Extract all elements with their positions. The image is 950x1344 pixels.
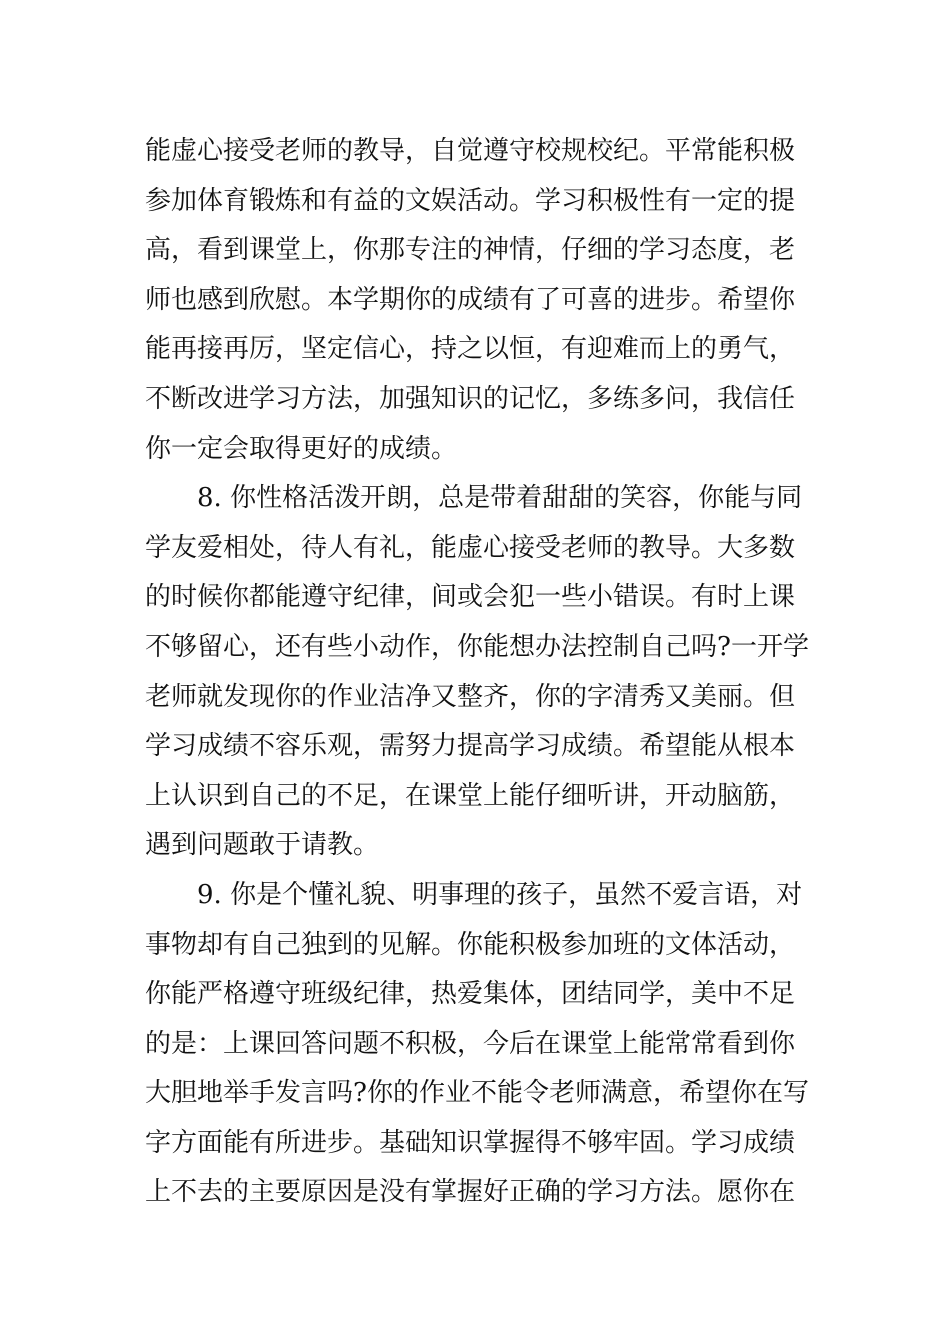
- text-line: 不断改进学习方法，加强知识的记忆，多练多问，我信任: [145, 383, 796, 414]
- text-line: 师也感到欣慰。本学期你的成绩有了可喜的进步。希望你: [145, 284, 796, 315]
- text-line: 能虚心接受老师的教导，自觉遵守校规校纪。平常能积极: [145, 136, 796, 166]
- document-body: [145, 127, 815, 1218]
- text-line: 你能严格遵守班级纪律，热爱集体，团结同学，美中不足: [145, 979, 796, 1010]
- text-line: 字方面能有所进步。基础知识掌握得不够牢固。学习成绩: [145, 1127, 796, 1158]
- text-line: 你一定会取得更好的成绩。: [145, 433, 458, 464]
- text-line: 上不去的主要原因是没有掌握好正确的学习方法。愿你在: [145, 1177, 796, 1208]
- text-line: 上认识到自己的不足，在课堂上能仔细听讲，开动脑筋，: [145, 780, 796, 811]
- text-line: 学友爱相处，待人有礼，能虚心接受老师的教导。大多数: [145, 532, 796, 563]
- text-line: 事物却有自己独到的见解。你能积极参加班的文体活动，: [145, 929, 796, 960]
- text-line: 参加体育锻炼和有益的文娱活动。学习积极性有一定的提: [145, 185, 796, 216]
- text-line: 高，看到课堂上，你那专注的神情，仔细的学习态度，老: [145, 235, 796, 266]
- text-line: 不够留心，还有些小动作，你能想办法控制自己吗?一开学: [145, 631, 809, 662]
- text-line: 学习成绩不容乐观，需努力提高学习成绩。希望能从根本: [145, 731, 796, 762]
- paragraph-8-first-line: 8. 你性格活泼开朗，总是带着甜甜的笑容，你能与同: [197, 483, 803, 514]
- text-line: 老师就发现你的作业洁净又整齐，你的字清秀又美丽。但: [145, 681, 796, 712]
- text-line: 的时候你都能遵守纪律，间或会犯一些小错误。有时上课: [145, 582, 796, 613]
- paragraph-9-first-line: 9. 你是个懂礼貌、明事理的孩子，虽然不爱言语，对: [197, 879, 803, 910]
- text-line: 能再接再厉，坚定信心，持之以恒，有迎难而上的勇气，: [145, 334, 796, 365]
- text-line: 大胆地举手发言吗?你的作业不能令老师满意，希望你在写: [145, 1078, 809, 1109]
- text-line: 的是：上课回答问题不积极，今后在课堂上能常常看到你: [145, 1028, 796, 1059]
- text-line: 遇到问题敢于请教。: [145, 830, 380, 861]
